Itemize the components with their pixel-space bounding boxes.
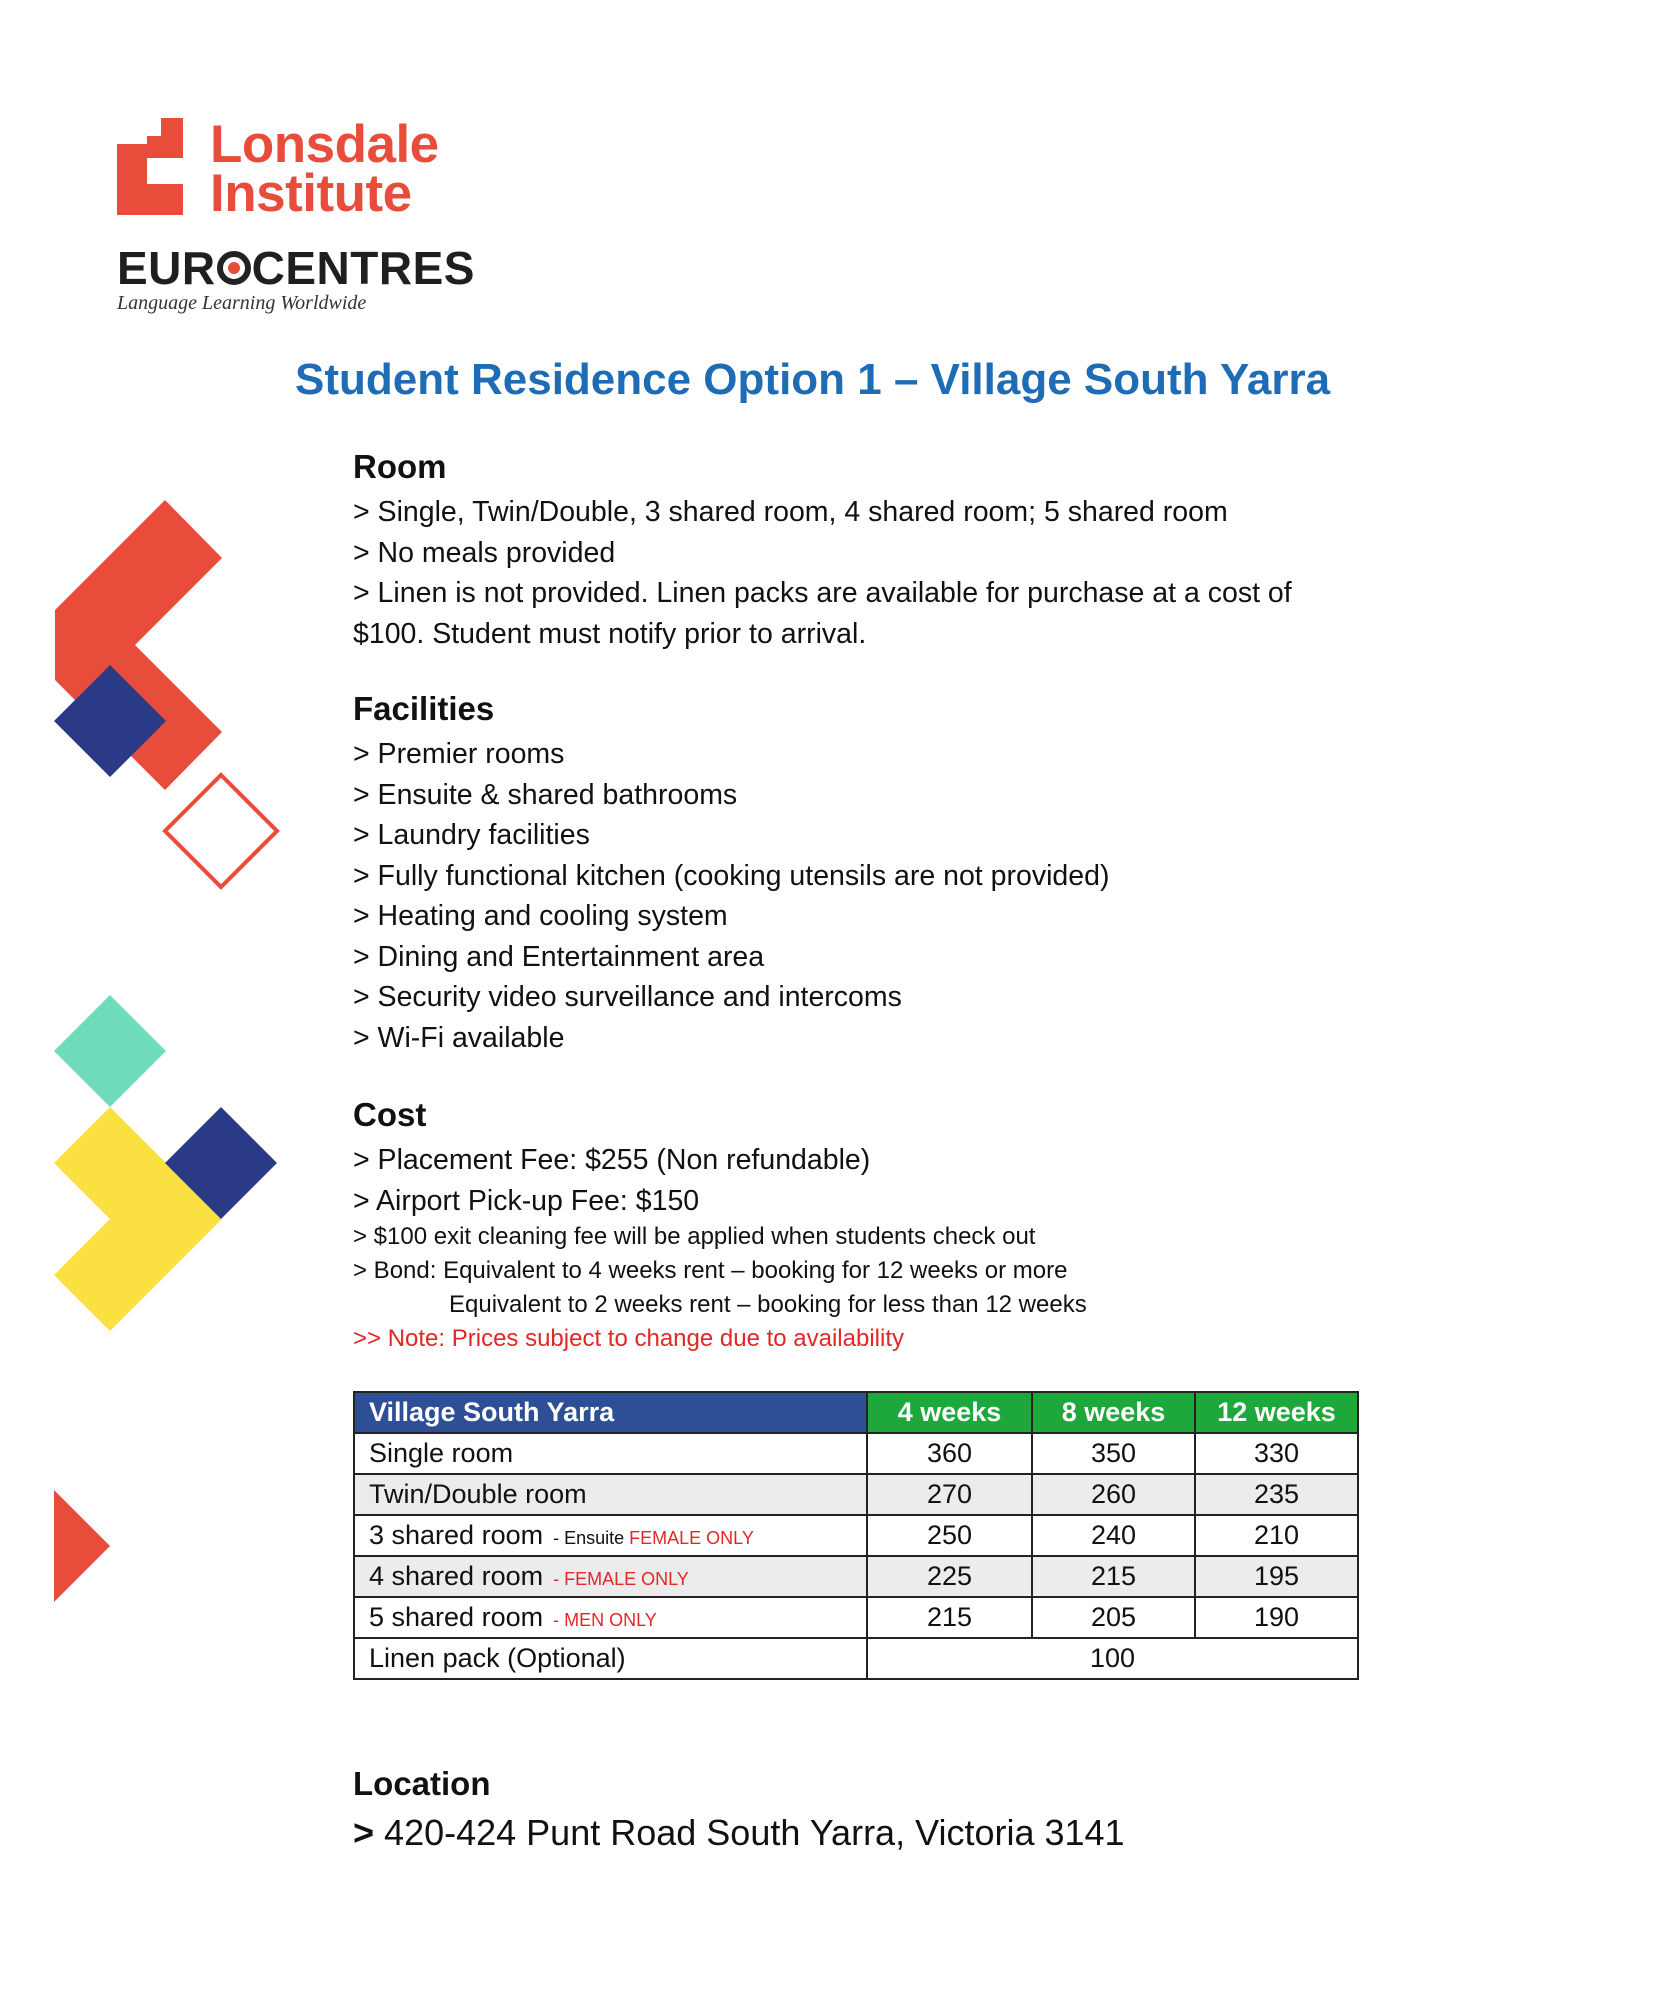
price-cell: 330 [1195, 1433, 1358, 1474]
room-line: > Single, Twin/Double, 3 shared room, 4 shared room; 5 shared room [353, 496, 1228, 528]
eurocentres-logo [117, 242, 475, 294]
room-tag-restriction: - FEMALE ONLY [553, 1569, 689, 1589]
location-address: 420-424 Punt Road South Yarra, Victoria 3141 [384, 1812, 1125, 1853]
location-heading: Location [353, 1765, 491, 1802]
price-note: >> Note: Prices subject to change due to availability [353, 1325, 904, 1352]
room-restriction-tag [553, 1528, 754, 1548]
price-cell: 350 [1032, 1433, 1195, 1474]
price-cell: 260 [1032, 1474, 1195, 1515]
price-cell: 205 [1032, 1597, 1195, 1638]
table-header-cell: Village South Yarra [354, 1392, 867, 1433]
eurocentres-tagline: Language Learning Worldwide [117, 292, 367, 314]
cost-heading: Cost [353, 1096, 427, 1133]
room-type-name: 3 shared room [369, 1520, 544, 1550]
cost-list [353, 1140, 870, 1221]
table-row [354, 1597, 1358, 1638]
price-cell: 195 [1195, 1556, 1358, 1597]
room-heading: Room [353, 448, 447, 485]
room-line: > No meals provided [353, 536, 616, 569]
logo-institute-text: Institute [210, 164, 412, 223]
room-type-cell [354, 1515, 867, 1556]
room-restriction-tag [553, 1569, 689, 1589]
price-cell: 235 [1195, 1474, 1358, 1515]
facility-line: > Security video surveillance and intercoms [353, 981, 902, 1013]
room-line: $100. Student must notify prior to arrival. [353, 617, 867, 650]
location-address-line [353, 1812, 1125, 1854]
price-cell: 270 [867, 1474, 1032, 1515]
table-row [354, 1433, 1358, 1474]
table-header-cell: 12 weeks [1195, 1392, 1358, 1433]
lonsdale-logo-mark [117, 118, 185, 215]
rates-table [353, 1391, 1359, 1680]
table-header-cell: 8 weeks [1032, 1392, 1195, 1433]
cost-line: > Placement Fee: $255 (Non refundable) [353, 1144, 871, 1176]
facility-line: > Ensuite & shared bathrooms [353, 778, 738, 811]
decorative-shapes [40, 480, 300, 1620]
room-type-name: 4 shared room [369, 1561, 544, 1591]
room-tag-restriction: FEMALE ONLY [629, 1528, 754, 1548]
table-header-cell: 4 weeks [867, 1392, 1032, 1433]
facility-line: > Laundry facilities [353, 819, 590, 851]
logo-lonsdale-text: Lonsdale [210, 115, 439, 174]
price-cell: 225 [867, 1556, 1032, 1597]
facilities-heading: Facilities [353, 690, 495, 727]
location-marker: > [353, 1812, 375, 1853]
facilities-list [353, 734, 1109, 1058]
room-tag-restriction: - MEN ONLY [553, 1610, 657, 1630]
cost-detail-line: > $100 exit cleaning fee will be applied when students check out [353, 1223, 1036, 1250]
facility-line: > Heating and cooling system [353, 900, 728, 932]
room-tag-prefix: - Ensuite [553, 1528, 630, 1548]
price-cell: 250 [867, 1515, 1032, 1556]
room-line: > Linen is not provided. Linen packs are available for purchase at a cost of [353, 577, 1292, 609]
linen-pack-price: 100 [867, 1638, 1358, 1679]
red-triangle-shape [54, 1490, 110, 1602]
price-cell: 210 [1195, 1515, 1358, 1556]
room-type-cell [354, 1474, 867, 1515]
linen-pack-label: Linen pack (Optional) [354, 1638, 867, 1679]
room-type-name: Twin/Double room [369, 1479, 587, 1509]
price-cell: 215 [1032, 1556, 1195, 1597]
room-list [353, 492, 1292, 654]
red-outline-diamond-shape [165, 775, 277, 887]
table-row [354, 1474, 1358, 1515]
table-row [354, 1556, 1358, 1597]
room-type-cell [354, 1433, 867, 1474]
cost-detail-line: > Bond: Equivalent to 4 weeks rent – booking for 12 weeks or more [353, 1257, 1068, 1284]
page-title: Student Residence Option 1 – Village South Yarra [295, 355, 1331, 404]
table-row [354, 1515, 1358, 1556]
price-cell: 240 [1032, 1515, 1195, 1556]
room-restriction-tag [553, 1610, 657, 1630]
price-cell: 215 [867, 1597, 1032, 1638]
room-type-name: Single room [369, 1438, 514, 1468]
facility-line: > Wi-Fi available [353, 1021, 565, 1054]
eurocentres-target-icon [217, 251, 251, 285]
eurocentres-text-pre: EUR [117, 242, 216, 294]
teal-diamond-shape [54, 995, 166, 1107]
facility-line: > Dining and Entertainment area [353, 940, 765, 973]
room-type-name: 5 shared room [369, 1602, 544, 1632]
facility-line: > Fully functional kitchen (cooking utensils are not provided) [353, 859, 1110, 892]
price-cell: 190 [1195, 1597, 1358, 1638]
cost-line: > Airport Pick-up Fee: $150 [353, 1184, 700, 1217]
room-type-cell [354, 1597, 867, 1638]
room-type-cell [354, 1556, 867, 1597]
facility-line: > Premier rooms [353, 738, 565, 770]
table-row-linen [354, 1638, 1358, 1679]
eurocentres-text-post: CENTRES [251, 242, 475, 294]
table-header-row [354, 1392, 1358, 1433]
price-cell: 360 [867, 1433, 1032, 1474]
cost-detail-line: Equivalent to 2 weeks rent – booking for less than 12 weeks [449, 1291, 1087, 1318]
cost-details [353, 1220, 1087, 1356]
